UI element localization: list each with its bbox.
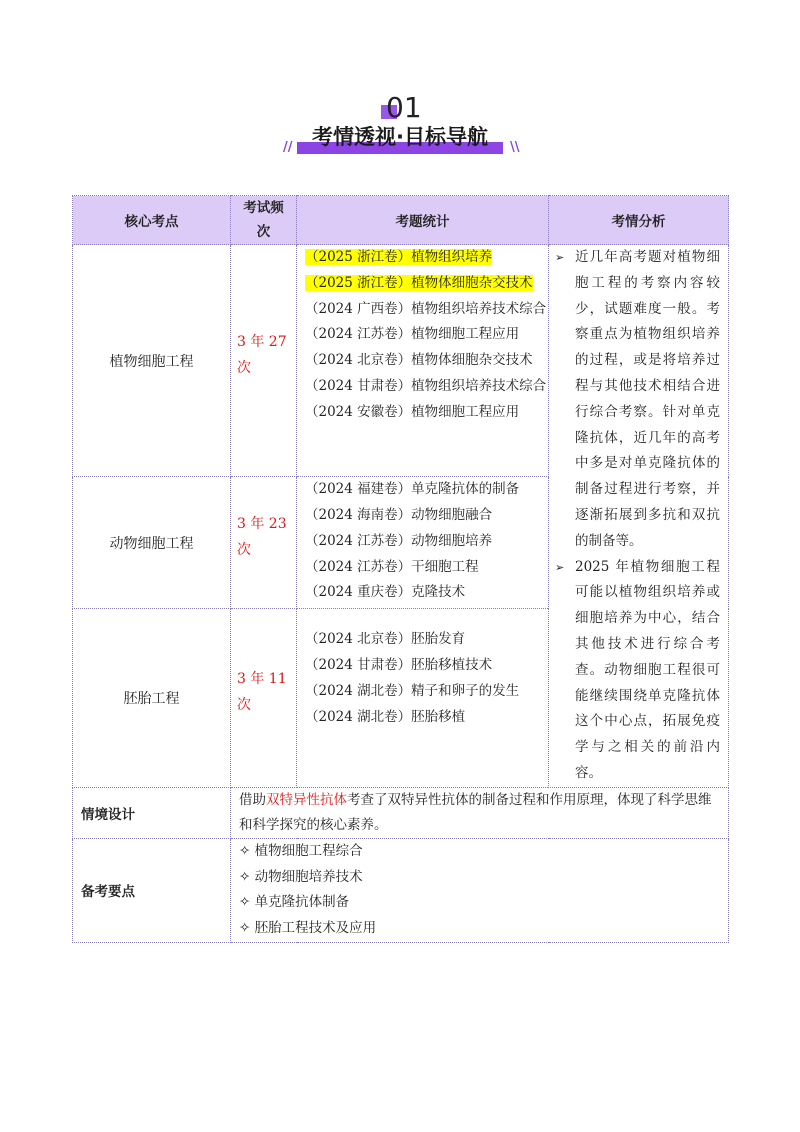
prep-item: ✧ 动物细胞培养技术 [239, 868, 363, 885]
header-core: 核心考点 [73, 196, 231, 245]
header-frequency: 考试频 次 [231, 196, 297, 245]
section-title: 考情透视·目标导航 [312, 125, 488, 149]
stat-item: （2024 北京卷）胚胎发育 [305, 631, 466, 648]
star-bullet-icon: ✧ [239, 868, 251, 885]
prep-item: ✧ 单克隆抗体制备 [239, 894, 350, 911]
stat-item: （2024 甘肃卷）植物组织培养技术综合 [305, 377, 547, 394]
stat-item: （2024 甘肃卷）胚胎移植技术 [305, 656, 493, 673]
table-header-row [73, 196, 729, 245]
prep-item: ✧ 植物细胞工程综合 [239, 842, 363, 859]
arrow-bullet-icon: ➢ [555, 251, 565, 264]
prep-label: 备考要点 [73, 838, 231, 942]
analysis-item: ➢ 2025 年植物细胞工程可能以植物组织培养或细胞培养为中心，结合其他技术进行综合考查。动物细胞工程很可能继续围绕单克隆抗体这个中心点，拓展免疫学与之相关的前沿内容。 [555, 555, 720, 787]
prep-list [231, 838, 729, 942]
context-text: 借助双特异性抗体考查了双特异性抗体的制备过程和作用原理，体现了科学思维和科学探究的核心素养。 [231, 787, 729, 838]
prep-row [73, 838, 729, 942]
prep-item: ✧ 胚胎工程技术及应用 [239, 920, 377, 937]
stat-item: （2025 浙江卷）植物体细胞杂交技术 [305, 274, 533, 291]
star-bullet-icon: ✧ [239, 842, 251, 859]
count-cell: 3 年 11 次 [231, 609, 297, 788]
count-cell: 3 年 27 次 [231, 245, 297, 477]
table-row [73, 245, 729, 477]
stat-item: （2024 重庆卷）克隆技术 [305, 584, 466, 601]
stat-item: （2025 浙江卷）植物组织培养 [305, 249, 493, 265]
slash-decoration-left: // [283, 140, 293, 155]
stat-item: （2024 广西卷）植物组织培养技术综合 [305, 300, 547, 317]
stat-item: （2024 江苏卷）动物细胞培养 [305, 532, 493, 549]
star-bullet-icon: ✧ [239, 920, 251, 937]
stat-item: （2024 湖北卷）胚胎移植 [305, 708, 466, 725]
arrow-bullet-icon: ➢ [555, 560, 565, 574]
header-stats: 考题统计 [297, 196, 549, 245]
stat-item: （2024 北京卷）植物体细胞杂交技术 [305, 352, 533, 369]
topic-cell: 动物细胞工程 [73, 477, 231, 609]
analysis-cell [549, 245, 729, 788]
stat-item: （2024 安徽卷）植物细胞工程应用 [305, 403, 520, 420]
stats-cell [297, 245, 549, 477]
topic-cell: 胚胎工程 [73, 609, 231, 788]
section-number: 01 [386, 91, 422, 124]
analysis-item: ➢ 近几年高考题对植物细胞工程的考察内容较少，试题难度一般。考察重点为植物组织培养的过程，或是将培养过程与其他技术相结合进行综合考察。针对单克隆抗体，近几年的高考中多是对单克隆抗体的制备过程进行考察，并逐渐拓展到多抗和双抗的制备等。 [555, 245, 720, 555]
count-cell: 3 年 23 次 [231, 477, 297, 609]
stats-cell [297, 477, 549, 609]
slash-decoration-right: \\ [510, 140, 520, 155]
context-label: 情境设计 [73, 787, 231, 838]
stat-item: （2024 江苏卷）植物细胞工程应用 [305, 326, 520, 343]
section-header [0, 90, 800, 170]
stats-cell [297, 609, 549, 788]
topic-cell: 植物细胞工程 [73, 245, 231, 477]
exam-analysis-table [72, 195, 729, 943]
star-bullet-icon: ✧ [239, 894, 251, 911]
header-analysis: 考情分析 [549, 196, 729, 245]
context-row [73, 787, 729, 838]
context-highlight: 双特异性抗体 [266, 791, 347, 808]
stat-item: （2024 江苏卷）干细胞工程 [305, 558, 479, 575]
stat-item: （2024 福建卷）单克隆抗体的制备 [305, 481, 520, 498]
stat-item: （2024 海南卷）动物细胞融合 [305, 507, 493, 524]
stat-item: （2024 湖北卷）精子和卵子的发生 [305, 682, 520, 699]
